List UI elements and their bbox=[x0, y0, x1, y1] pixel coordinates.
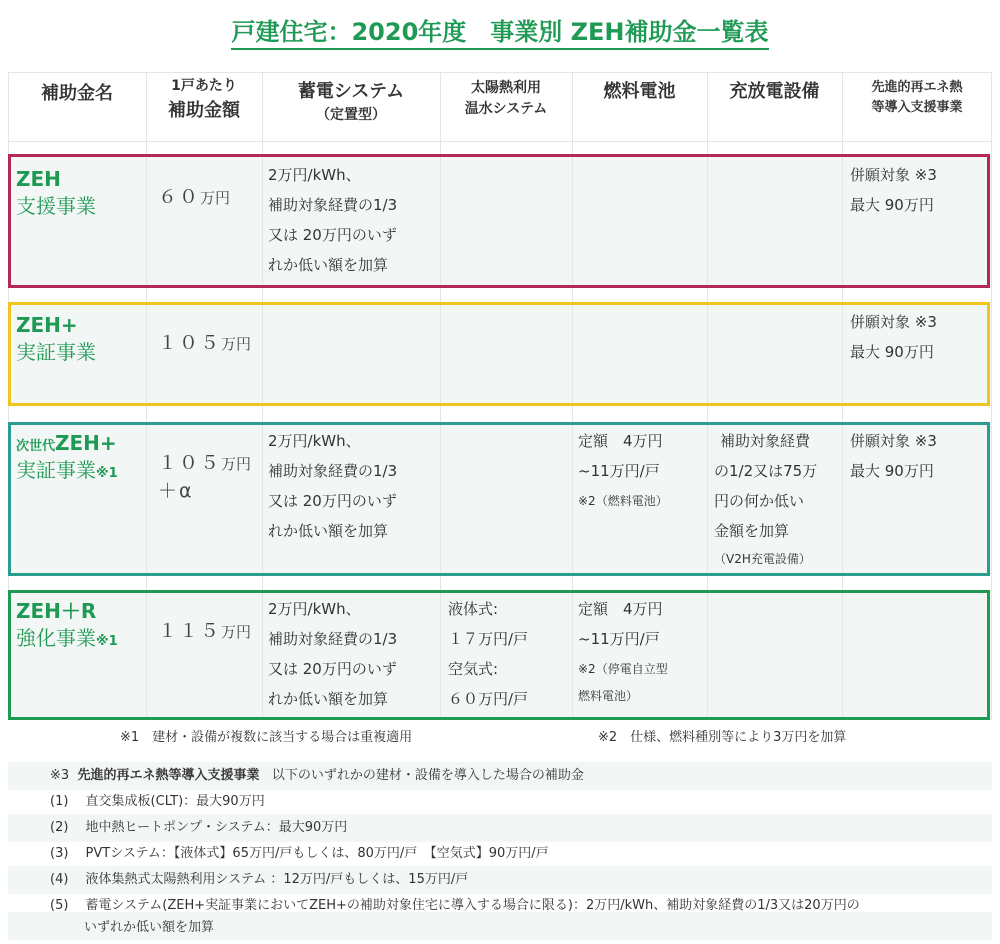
row-zeh-advanced: 併願対象 ※3 最大 90万円 bbox=[850, 166, 937, 214]
row-zeh-battery: 2万円/kWh、 補助対象経費の1/3 又は 20万円のいず れか低い額を加算 bbox=[268, 166, 398, 274]
row-nextgen-fuelcell: 定額 4万円 ~11万円/戸 ※2（燃料電池） bbox=[578, 432, 668, 508]
row-zehr-name: ZEH＋R 強化事業※1 bbox=[16, 599, 118, 650]
row-zehr-fuelcell: 定額 4万円 ~11万円/戸 ※2（停電自立型 燃料電池） bbox=[578, 600, 668, 703]
footnote-3-item-5: (5) 蓄電システム(ZEH+実証事業においてZEH+の補助対象住宅に導入する場合に限る)：2万円/kWh、補助対象経費の1/3又は20万円の bbox=[50, 898, 860, 913]
footnote-3-item-5-cont: いずれか低い額を加算 bbox=[84, 920, 215, 935]
footnote-3-item-2: (2) 地中熱ヒートポンプ・システム：最大90万円 bbox=[50, 820, 348, 835]
row-zehr-amount: １１５万円 bbox=[158, 620, 252, 642]
row-zehr-battery: 2万円/kWh、 補助対象経費の1/3 又は 20万円のいず れか低い額を加算 bbox=[268, 600, 398, 708]
row-nextgen-amount: １０５万円 ＋α bbox=[158, 452, 252, 502]
header-amount: 1戸あたり 補助金額 bbox=[168, 78, 240, 121]
header-name: 補助金名 bbox=[41, 83, 113, 104]
footnote-2: ※2 仕様、燃料種別等により3万円を加算 bbox=[598, 730, 847, 745]
row-zehplus-advanced: 併願対象 ※3 最大 90万円 bbox=[850, 313, 937, 361]
row-zeh-box bbox=[8, 154, 990, 288]
footnote-1: ※1 建材・設備が複数に該当する場合は重複適用 bbox=[120, 730, 413, 745]
footnote-3-item-1: (1) 直交集成板(CLT)：最大90万円 bbox=[50, 794, 265, 809]
header-battery: 蓄電システム （定置型） bbox=[297, 81, 405, 123]
footnote-3-item-4: (4) 液体集熱式太陽熱利用システム ：12万円/戸もしくは、15万円/戸 bbox=[50, 872, 469, 887]
footnote-3-heading: ※3 先進的再エネ熱等導入支援事業 以下のいずれかの建材・設備を導入した場合の補助金 bbox=[50, 768, 584, 783]
page-title: 戸建住宅：2020年度 事業別 ZEH補助金一覧表 bbox=[0, 12, 1000, 47]
row-nextgen-box bbox=[8, 422, 990, 576]
row-nextgen-battery: 2万円/kWh、 補助対象経費の1/3 又は 20万円のいず れか低い額を加算 bbox=[268, 432, 398, 540]
header-fuelcell: 燃料電池 bbox=[603, 81, 676, 102]
row-nextgen-charger: 補助対象経費 の1/2又は75万 円の何か低い 金額を加算 （V2H充電設備） bbox=[714, 432, 818, 566]
row-nextgen-name: 次世代ZEH+ 実証事業※1 bbox=[16, 431, 118, 482]
footnote-3-item-3: (3) PVTシステム：【液体式】65万円/戸もしくは、80万円/戸 【空気式】90万円/戸 bbox=[50, 846, 549, 861]
row-zeh-amount: ６０万円 bbox=[158, 186, 231, 208]
row-zehplus-amount: １０５万円 bbox=[158, 332, 252, 354]
header-advanced: 先進的再エネ熱 等導入支援事業 bbox=[871, 80, 963, 115]
row-zehplus-box bbox=[8, 302, 990, 406]
row-nextgen-advanced: 併願対象 ※3 最大 90万円 bbox=[850, 432, 937, 480]
row-zehr-solar: 液体式: １７万円/戸 空気式: ６０万円/戸 bbox=[448, 600, 529, 708]
header-solar: 太陽熱利用 温水システム bbox=[464, 80, 548, 117]
header-charger: 充放電設備 bbox=[729, 81, 820, 102]
row-zehplus-name: ZEH+ 実証事業 bbox=[16, 313, 96, 364]
row-zeh-name: ZEH 支援事業 bbox=[16, 167, 96, 218]
